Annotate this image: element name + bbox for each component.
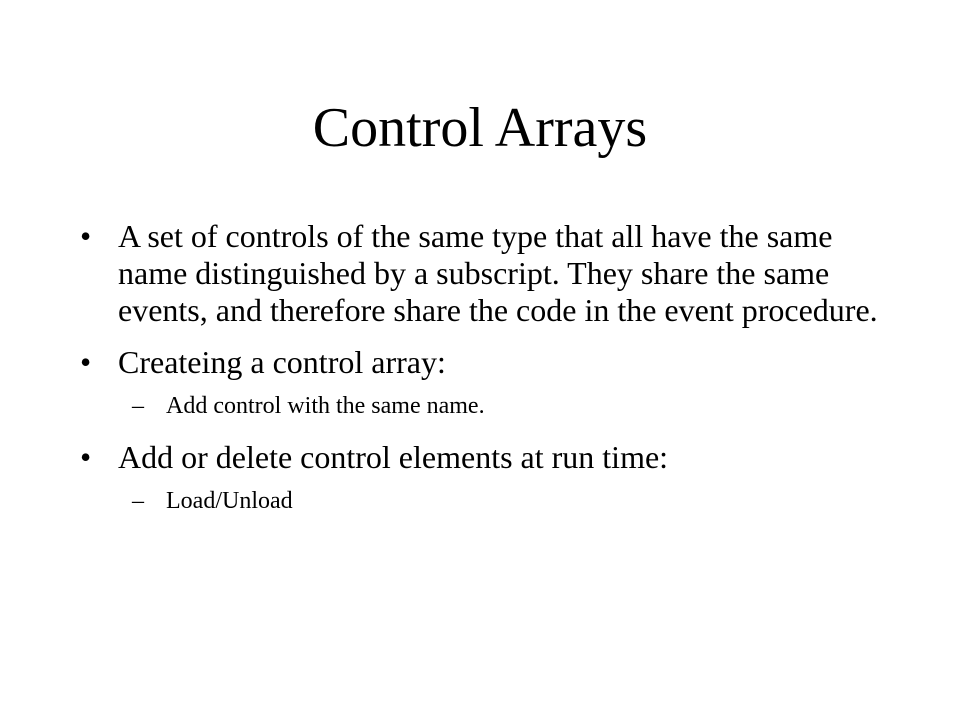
sub-bullet-item (80, 486, 880, 516)
sub-bullet-marker: – (132, 488, 144, 514)
bullet-text: Createing a control array: (118, 344, 446, 380)
bullet-marker: • (80, 439, 92, 475)
sub-bullet-text: Load/Unload (166, 488, 293, 514)
bullet-item (80, 218, 880, 329)
sub-bullet-text: Add control with the same name. (166, 393, 485, 419)
sub-bullet-marker: – (132, 393, 144, 419)
bullet-marker: • (80, 218, 92, 254)
bullet-item (80, 344, 880, 381)
slide-title: Control Arrays (312, 97, 648, 159)
bullet-marker: • (80, 344, 92, 380)
bullet-item (80, 439, 880, 476)
sub-bullet-item (80, 391, 880, 421)
bullet-text: A set of controls of the same type that all have the same name distinguished by a subscript. They share the same events, and therefore share the code in the event procedure. (118, 218, 878, 328)
slide-body (80, 218, 880, 534)
bullet-text: Add or delete control elements at run time: (118, 439, 669, 475)
